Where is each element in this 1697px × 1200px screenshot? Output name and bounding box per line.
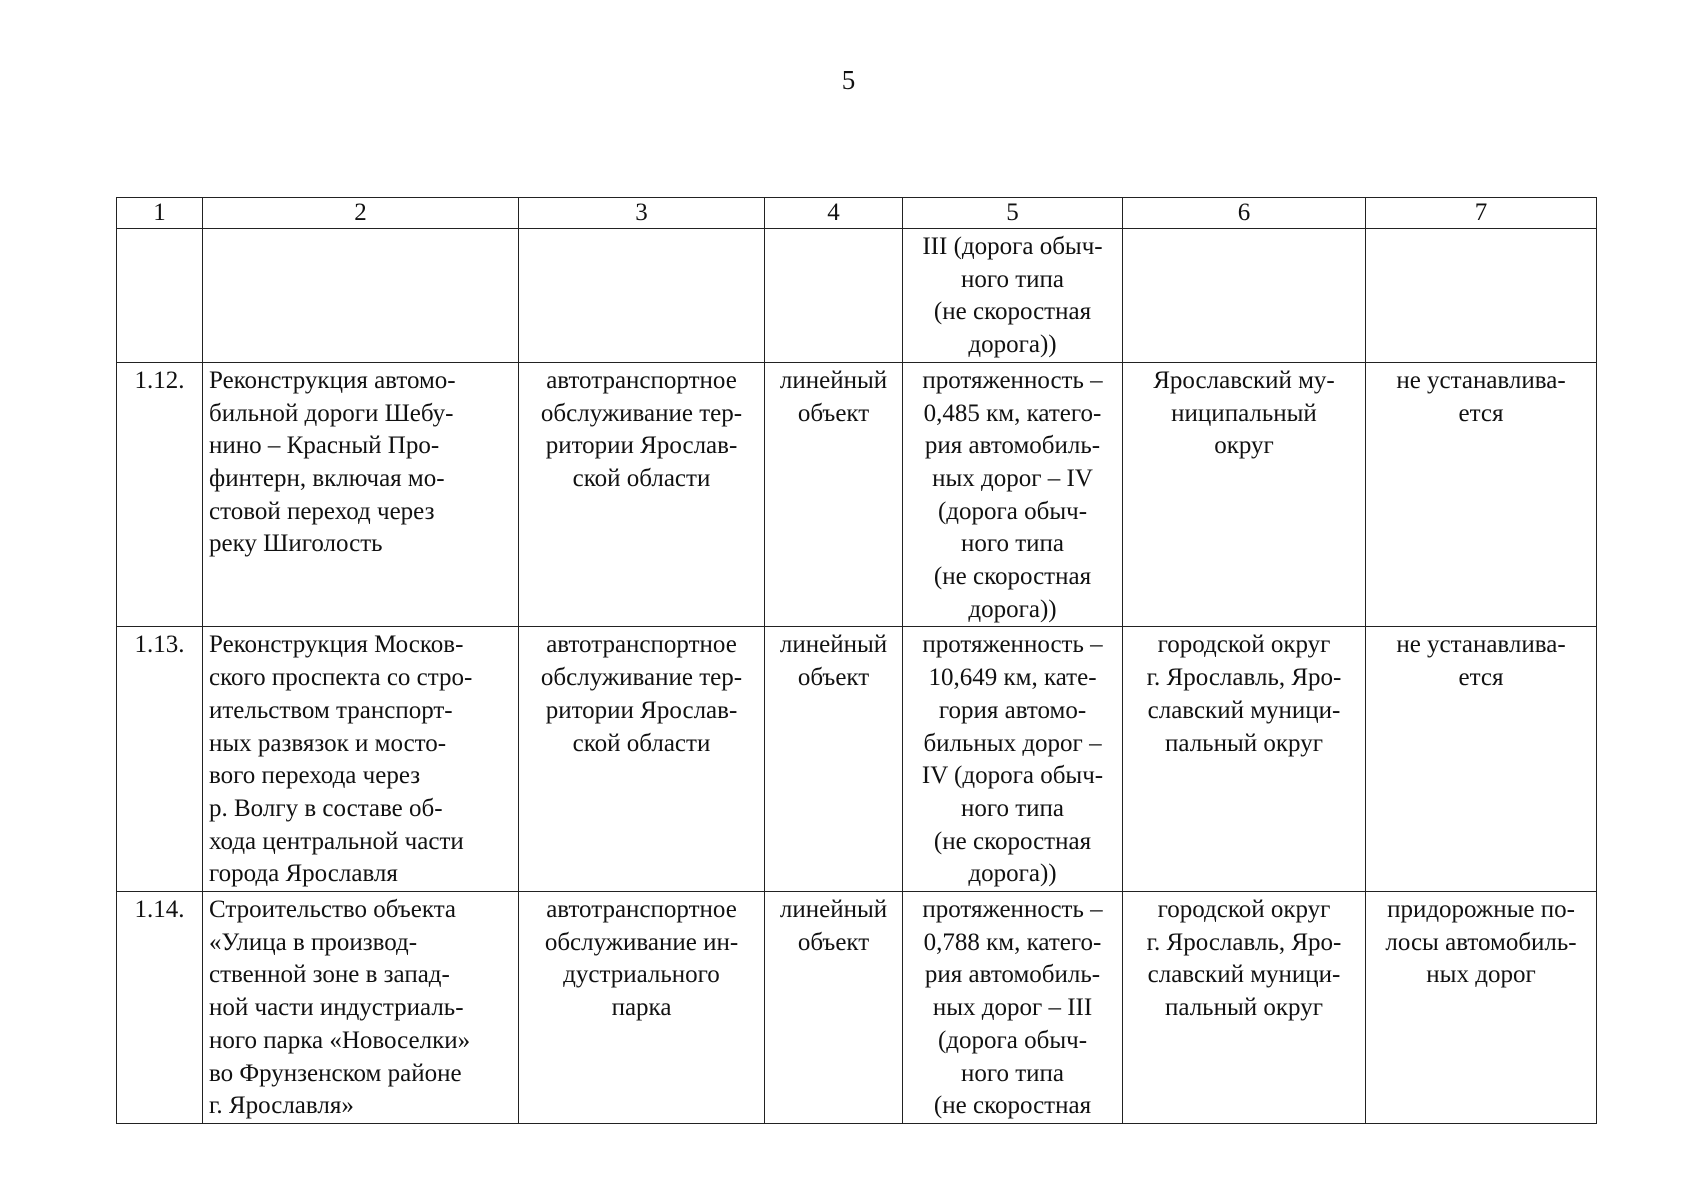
- object-name-cell: Строительство объекта «Улица в производ- ственной зоне в запад- ной части индустриаль- ного парка «Новоселки» во Фрунзенском районе г. Ярославля»: [203, 892, 519, 1124]
- table-row: [117, 892, 1597, 1124]
- table-row: [117, 362, 1597, 627]
- characteristics-cell: протяженность – 0,485 км, катего- рия автомобиль- ных дорог – IV (дорога обыч- ного типа (не скоростная дорога)): [903, 362, 1123, 627]
- type-cell: линейный объект: [765, 362, 903, 627]
- zone-cell: придорожные по- лосы автомобиль- ных дорог: [1366, 892, 1597, 1124]
- table-row: [117, 627, 1597, 892]
- characteristics-cell: III (дорога обыч- ного типа (не скоростная дорога)): [903, 229, 1123, 363]
- table-row: [117, 229, 1597, 363]
- location-cell: городской округ г. Ярославль, Яро- славский муници- пальный округ: [1123, 892, 1366, 1124]
- zone-cell: [1366, 229, 1597, 363]
- table-header-row: [117, 198, 1597, 229]
- row-number-cell: 1.13.: [117, 627, 203, 892]
- column-header: 4: [765, 198, 903, 229]
- type-cell: [765, 229, 903, 363]
- row-number-cell: 1.12.: [117, 362, 203, 627]
- purpose-cell: автотранспортное обслуживание ин- дустриального парка: [519, 892, 765, 1124]
- row-number-cell: [117, 229, 203, 363]
- column-header: 7: [1366, 198, 1597, 229]
- column-header: 5: [903, 198, 1123, 229]
- purpose-cell: автотранспортное обслуживание тер- ритории Ярослав- ской области: [519, 362, 765, 627]
- object-name-cell: [203, 229, 519, 363]
- location-cell: [1123, 229, 1366, 363]
- objects-table: [116, 197, 1597, 1124]
- characteristics-cell: протяженность – 0,788 км, катего- рия автомобиль- ных дорог – III (дорога обыч- ного типа (не скоростная: [903, 892, 1123, 1124]
- location-cell: городской округ г. Ярославль, Яро- славский муници- пальный округ: [1123, 627, 1366, 892]
- object-name-cell: Реконструкция автомо- бильной дороги Шебу- нино – Красный Про- финтерн, включая мо- стовой переход через реку Шиголость: [203, 362, 519, 627]
- column-header: 3: [519, 198, 765, 229]
- row-number-cell: 1.14.: [117, 892, 203, 1124]
- column-header: 1: [117, 198, 203, 229]
- location-cell: Ярославский му- ниципальный округ: [1123, 362, 1366, 627]
- purpose-cell: автотранспортное обслуживание тер- ритории Ярослав- ской области: [519, 627, 765, 892]
- type-cell: линейный объект: [765, 892, 903, 1124]
- column-header: 2: [203, 198, 519, 229]
- type-cell: линейный объект: [765, 627, 903, 892]
- zone-cell: не устанавлива- ется: [1366, 627, 1597, 892]
- purpose-cell: [519, 229, 765, 363]
- page-number: 5: [841, 65, 856, 95]
- characteristics-cell: протяженность – 10,649 км, кате- гория автомо- бильных дорог – IV (дорога обыч- ного типа (не скоростная дорога)): [903, 627, 1123, 892]
- object-name-cell: Реконструкция Москов- ского проспекта со стро- ительством транспорт- ных развязок и мосто- вого перехода через р. Волгу в составе об- хода центральной части города Ярославля: [203, 627, 519, 892]
- column-header: 6: [1123, 198, 1366, 229]
- zone-cell: не устанавлива- ется: [1366, 362, 1597, 627]
